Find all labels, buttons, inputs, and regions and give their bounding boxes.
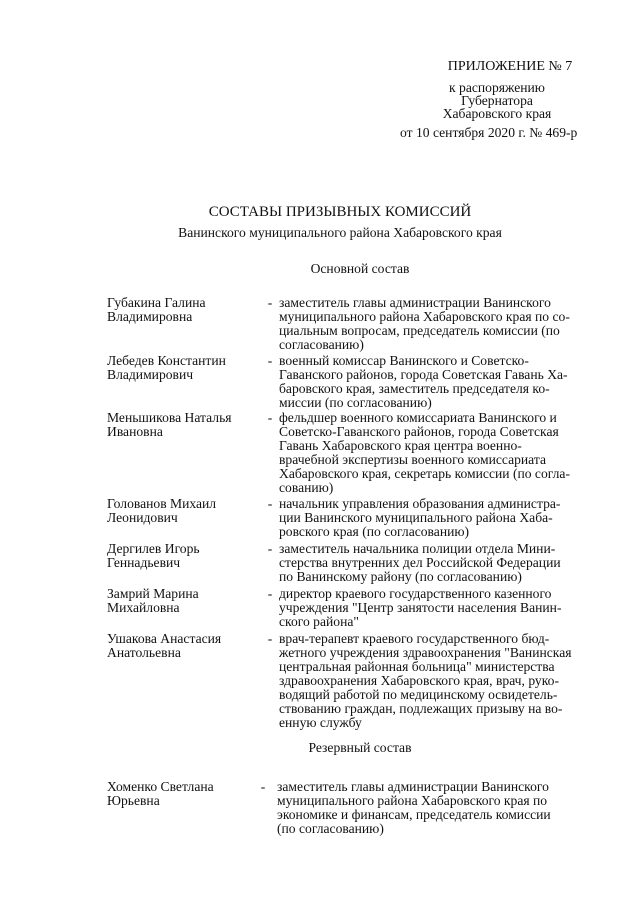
member-dash: - xyxy=(260,779,266,794)
member-name: Губакина Галина Владимировна xyxy=(107,295,206,324)
document-title: СОСТАВЫ ПРИЗЫВНЫХ КОМИССИЙ xyxy=(208,204,472,220)
member-name: Ушакова Анастасия Анатольевна xyxy=(107,631,222,660)
member-name: Дергилев Игорь Геннадьевич xyxy=(107,541,200,570)
member-dash: - xyxy=(267,295,273,310)
header-line-order: к распоряжению xyxy=(449,80,545,95)
member-name: Меньшикова Наталья Ивановна xyxy=(107,410,232,439)
member-role: врач-терапевт краевого государственного бюд- жетного учреждения здравоохранения "Ванинская центральная районная больница" министерства здравоохранения Хабаровского края, врач, руко- водящий работой по медицинскому освидетель- ствованию граждан, подлежащих призыву на во- енную службу xyxy=(279,631,572,730)
member-role: директор краевого государственного казенного учреждения "Центр занятости населения Ванин- ского района" xyxy=(279,586,562,629)
member-name: Замрий Марина Михайловна xyxy=(107,586,199,615)
document-subtitle: Ванинского муниципального района Хабаровского края xyxy=(178,225,502,240)
main-section-heading: Основной состав xyxy=(310,261,410,276)
member-role: фельдшер военного комиссариата Ванинского и Советско-Гаванского районов, города Советская Гавань Хабаровского края центра военно- врачебной экспертизы военного комиссариата Хабаровского края, секретарь комиссии (по согла- сованию) xyxy=(279,410,570,495)
member-dash: - xyxy=(267,496,273,511)
member-dash: - xyxy=(267,410,273,425)
member-role: заместитель главы администрации Ванинского муниципального района Хабаровского края по со- циальным вопросам, председатель комиссии (по согласованию) xyxy=(279,295,570,352)
header-line-governor: Губернатора xyxy=(461,93,533,108)
member-dash: - xyxy=(267,353,273,368)
member-name: Голованов Михаил Леонидович xyxy=(107,496,217,525)
reserve-section-heading: Резервный состав xyxy=(308,740,412,755)
member-dash: - xyxy=(267,586,273,601)
header-line-date: от 10 сентября 2020 г. № 469-р xyxy=(400,125,578,140)
member-name: Лебедев Константин Владимирович xyxy=(107,353,226,382)
member-dash: - xyxy=(267,541,273,556)
member-role: начальник управления образования администра- ции Ванинского муниципального района Хаба- ровского края (по согласованию) xyxy=(279,496,561,539)
member-name: Хоменко Светлана Юрьевна xyxy=(107,779,214,808)
member-role: заместитель главы администрации Ванинского муниципального района Хабаровского края по экономике и финансам, председатель комиссии (по согласованию) xyxy=(277,779,551,836)
header-line-region: Хабаровского края xyxy=(442,106,552,121)
member-role: заместитель начальника полиции отдела Мини- стерства внутренних дел Российской Федерации по Ванинскому району (по согласованию) xyxy=(279,541,561,584)
member-role: военный комиссар Ванинского и Советско- Гаванского районов, города Советская Гавань Ха- баровского края, заместитель председателя ко- миссии (по согласованию) xyxy=(279,353,568,410)
appendix-title: ПРИЛОЖЕНИЕ № 7 xyxy=(447,59,573,74)
member-dash: - xyxy=(267,631,273,646)
